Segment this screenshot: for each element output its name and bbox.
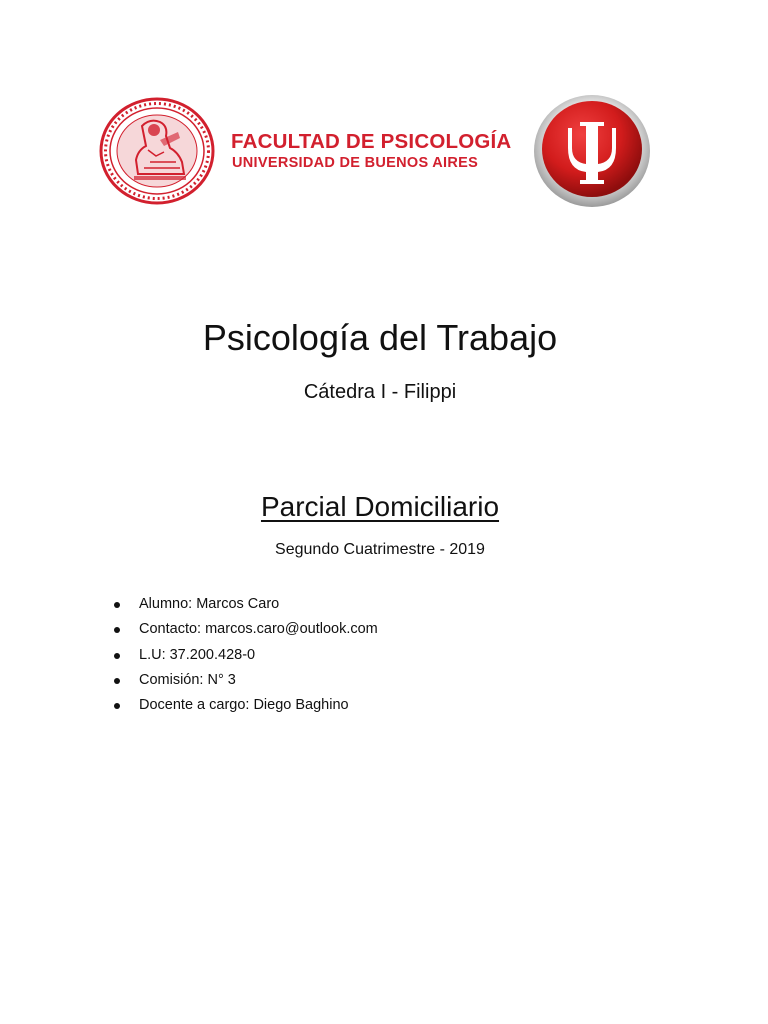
document-subtitle: Cátedra I - Filippi — [303, 381, 457, 403]
student-details-list — [114, 592, 378, 718]
detail-teacher: Docente a cargo: Diego Baghino — [139, 697, 349, 714]
exam-term: Segundo Cuatrimestre - 2019 — [275, 541, 485, 558]
document-title: Psicología del Trabajo — [202, 317, 558, 358]
bullet-icon — [114, 627, 120, 633]
detail-contact: Contacto: marcos.caro@outlook.com — [139, 621, 378, 638]
detail-student: Alumno: Marcos Caro — [139, 596, 280, 612]
list-item — [114, 592, 378, 617]
document-header — [0, 0, 768, 230]
bullet-icon — [114, 602, 120, 608]
psi-symbol-icon — [530, 92, 654, 210]
list-item — [114, 617, 378, 642]
bullet-icon — [114, 703, 120, 709]
exam-title — [0, 490, 760, 524]
list-item — [114, 643, 378, 668]
university-seal-icon — [98, 96, 216, 206]
detail-lu: L.U: 37.200.428-0 — [139, 646, 256, 663]
detail-commission: Comisión: N° 3 — [139, 671, 236, 688]
list-item — [114, 693, 378, 718]
bullet-icon — [114, 678, 120, 684]
bullet-icon — [114, 653, 120, 659]
university-name: UNIVERSIDAD DE BUENOS AIRES — [232, 155, 479, 171]
list-item — [114, 668, 378, 693]
faculty-name: FACULTAD DE PSICOLOGÍA — [231, 130, 512, 153]
exam-title-text: Parcial Domiciliario — [260, 491, 500, 522]
